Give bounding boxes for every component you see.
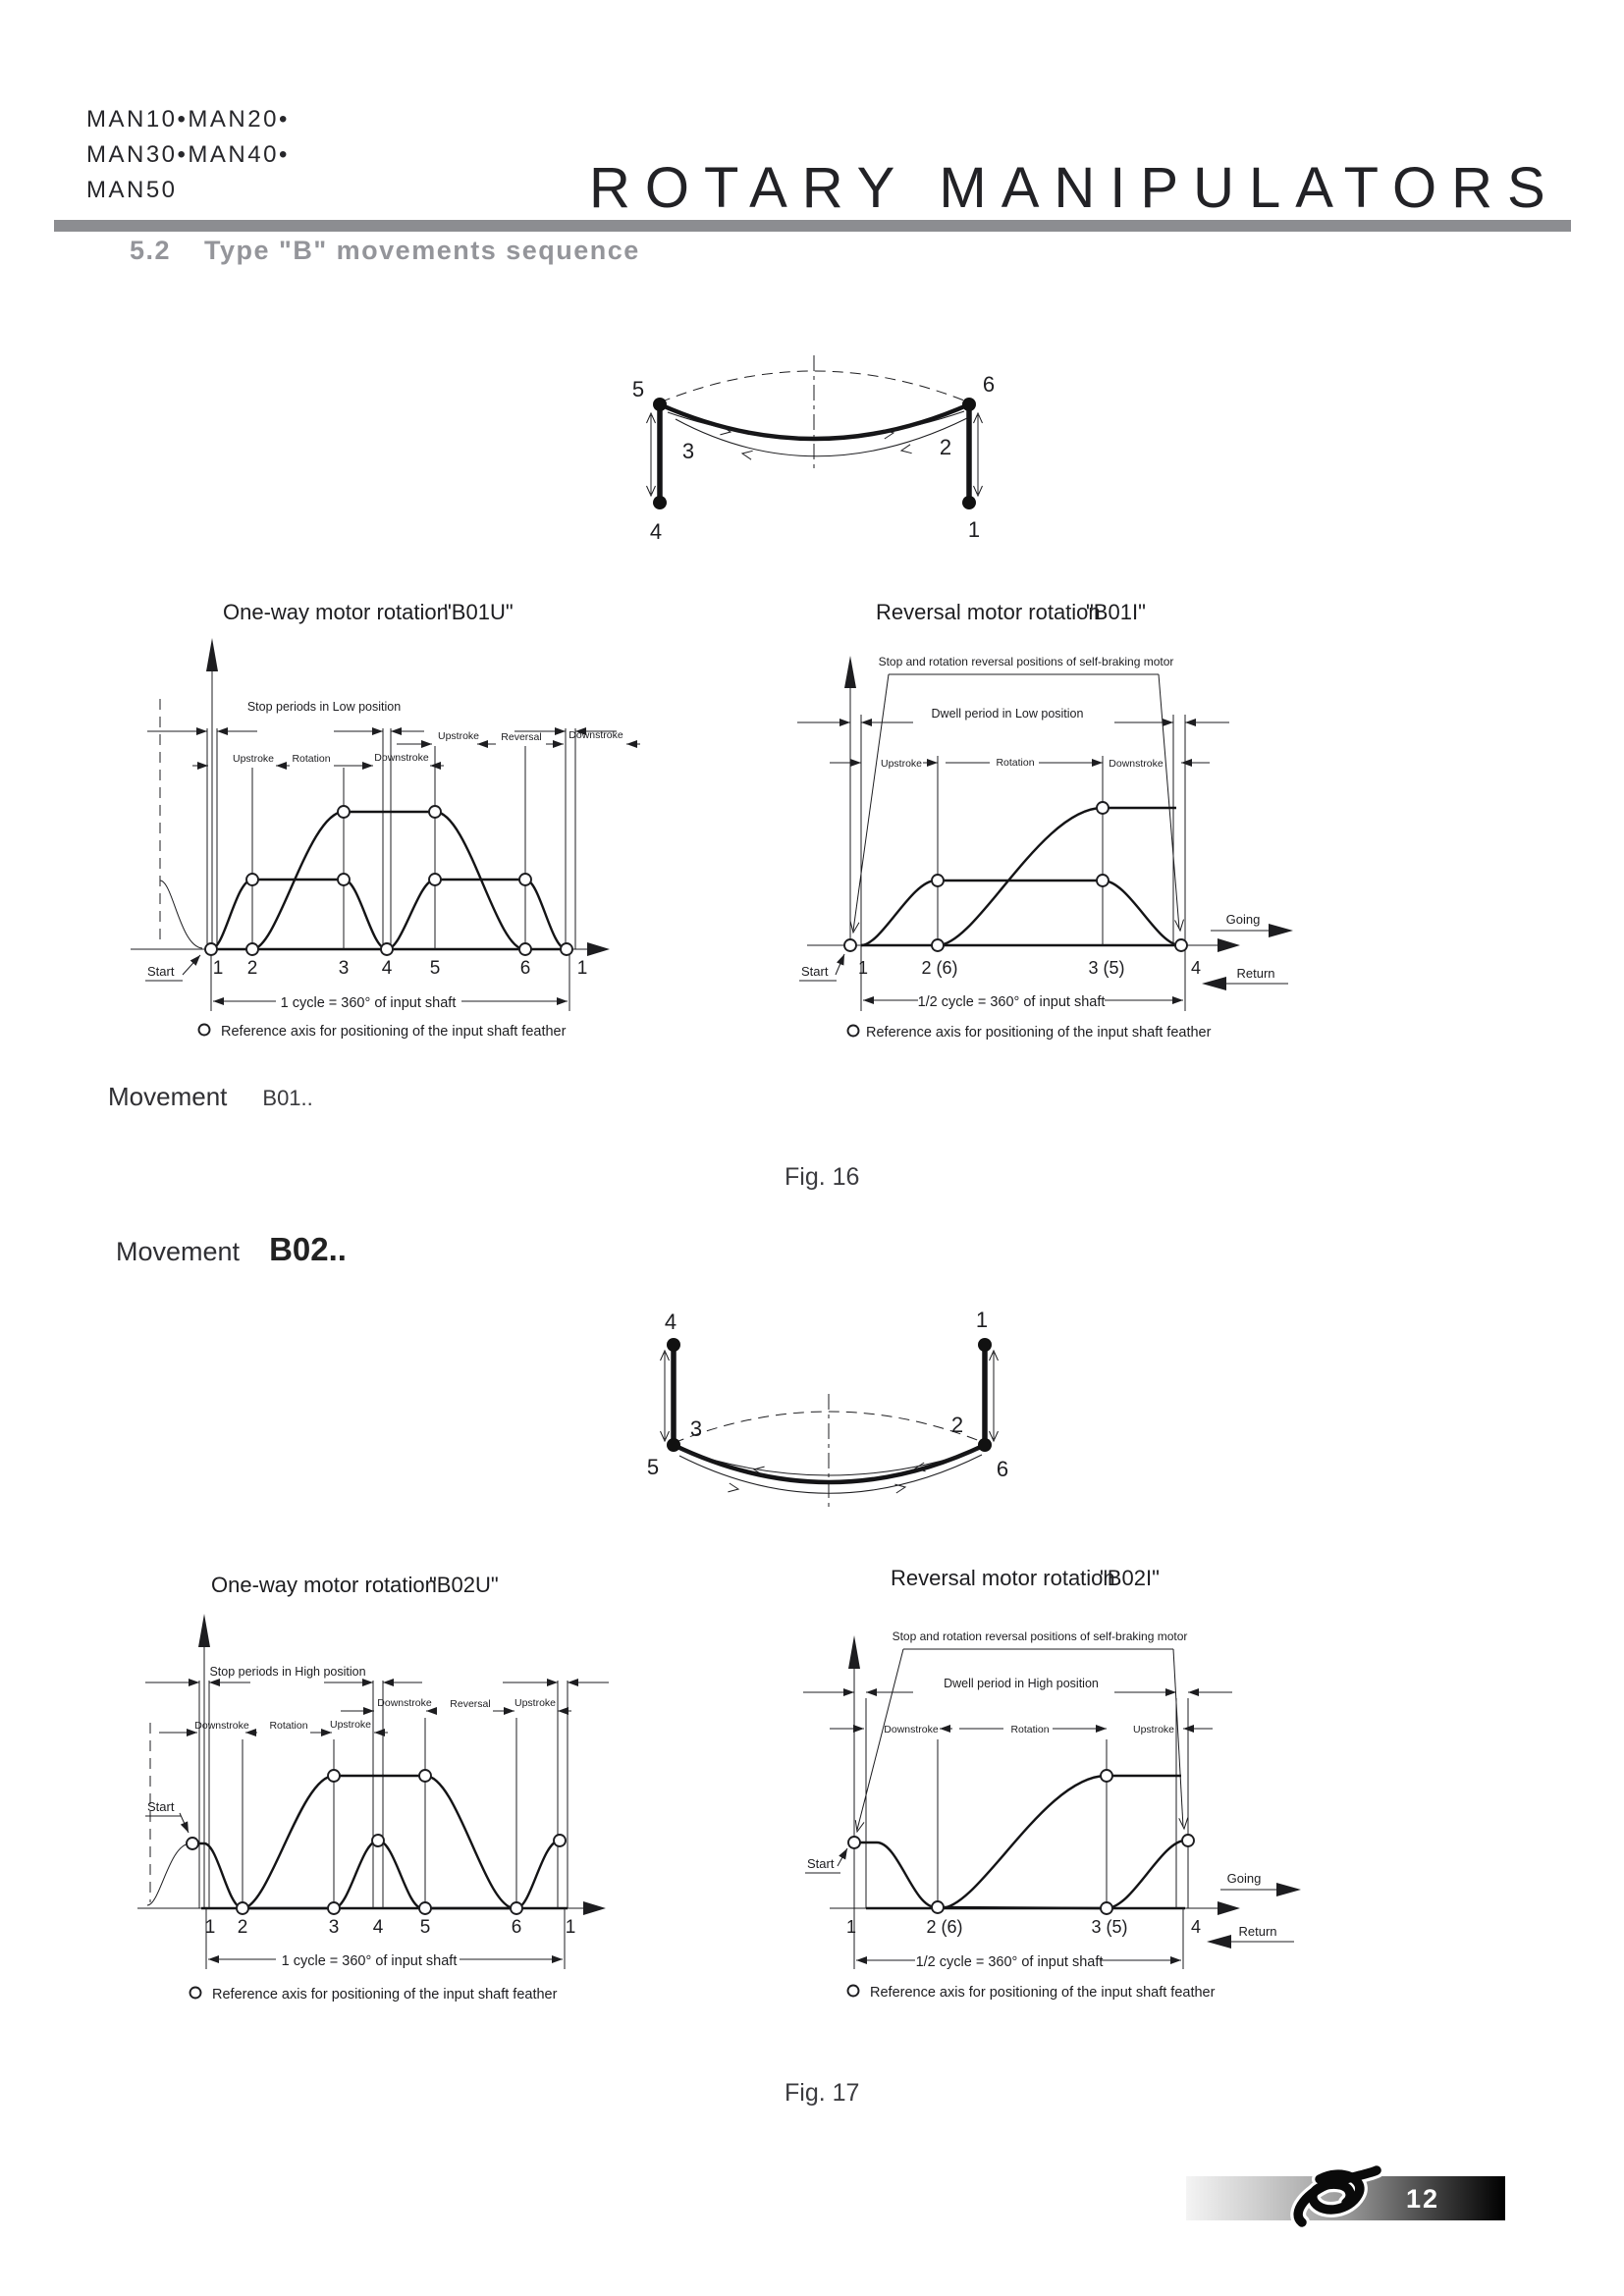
b01u-phase-reversal: Reversal [501,731,542,743]
b02i-phase-downstroke: Downstroke [884,1724,939,1735]
b01i-tick-3: 3 (5) [1088,958,1125,978]
b02u-start-label: Start [147,1799,175,1814]
b02u-phase-downstroke1: Downstroke [194,1720,249,1732]
b02i-start-label: Start [807,1856,835,1871]
b02i-tick-3: 3 (5) [1091,1917,1128,1937]
b01u-tick-4: 4 [381,958,393,979]
b01i-title-code: "B01I" [1086,600,1146,624]
b01i-cycle-label: 1/2 cycle = 360° of input shaft [917,994,1106,1010]
b01i-callout-label: Stop and rotation reversal positions of self-braking motor [878,655,1174,668]
arc17-label-4: 4 [664,1309,677,1334]
b02u-title: One-way motor rotation [211,1573,437,1597]
section-heading [130,236,640,266]
b01u-curves [160,812,567,949]
b02u-tick-7: 1 [565,1917,576,1938]
b01i-phase-upstroke: Upstroke [880,758,923,770]
b02i-curves [854,1776,1185,1908]
b02u-start-leader [145,1813,189,1833]
b02i-title-code: "B02I" [1100,1566,1160,1590]
movement-b02-row [116,1231,347,1268]
b01u-tick-5: 5 [429,958,441,979]
b01u-tick-3: 3 [338,958,350,979]
b02i-tick-4: 4 [1190,1917,1202,1937]
model-list [86,102,290,208]
arc16-label-4: 4 [649,519,663,544]
movement-label: Movement [108,1082,228,1111]
arc16-label-2: 2 [939,435,952,459]
b02u-title-code: "B02U" [429,1573,499,1597]
b02u-tick-5: 5 [419,1917,431,1938]
b01u-title: One-way motor rotation [223,600,449,624]
b02i-going-label: Going [1226,1871,1262,1886]
b02u-phase-upstroke2: Upstroke [514,1697,557,1709]
b01i-dwell-label: Dwell period in Low position [931,707,1084,721]
chart-b01i [785,589,1311,1050]
section-number: 5.2 [130,236,172,265]
b02u-reference-legend: Reference axis for positioning of the input shaft feather [212,1987,558,2002]
fig16-arc-geometry [647,355,983,509]
model-line-1: MAN10•MAN20• [86,106,290,133]
b01u-tick-7: 1 [576,958,588,979]
b02i-title: Reversal motor rotation [891,1566,1115,1590]
b01i-start-label: Start [801,964,829,979]
b02u-axes [137,1614,606,1915]
arc17-label-2: 2 [950,1413,964,1437]
b01i-tick-1: 1 [857,958,869,978]
b01u-phase-downstroke1: Downstroke [374,752,429,764]
arc16-label-6: 6 [982,372,996,397]
brand-logo-icon [1286,2160,1394,2233]
fig17-arc-diagram [609,1306,1041,1531]
b02i-cycle-label: 1/2 cycle = 360° of input shaft [915,1954,1104,1970]
b02u-tick-3: 3 [328,1917,340,1938]
arc17-label-1: 1 [975,1308,989,1332]
b01u-axes [131,638,610,956]
b02i-dwell-label: Dwell period in High position [944,1677,1099,1690]
b01i-tick-4: 4 [1190,958,1202,978]
movement-code-b02: B02.. [269,1231,347,1267]
b02u-phase-rotation: Rotation [269,1720,308,1732]
b01u-phase-downstroke2: Downstroke [568,729,623,741]
b01i-return-label: Return [1236,966,1275,981]
b02i-phase-rotation: Rotation [1010,1724,1050,1735]
fig17-caption: Fig. 17 [785,2079,860,2107]
arc17-label-3: 3 [689,1416,703,1441]
b01u-cycle-label: 1 cycle = 360° of input shaft [280,995,457,1011]
b02i-return-label: Return [1238,1924,1277,1939]
fig16-arc-diagram [609,344,1031,569]
chart-b02i [785,1561,1316,2022]
arc16-label-3: 3 [681,439,695,463]
b02i-tick-2: 2 (6) [926,1917,963,1937]
b02u-stop-note: Stop periods in High position [209,1665,366,1679]
arc16-label-1: 1 [967,517,981,542]
b02u-tick-2: 2 [237,1917,248,1938]
b02u-tick-1: 1 [204,1917,216,1938]
b01u-title-code: "B01U" [444,600,514,624]
b01i-phase-downstroke: Downstroke [1109,758,1164,770]
section-title: Type "B" movements sequence [204,236,640,265]
b01u-tick-2: 2 [246,958,258,979]
b01u-tick-6: 6 [519,958,531,979]
chart-b02u [118,1561,668,2022]
arc16-label-5: 5 [631,377,645,401]
b01i-phase-rotation: Rotation [996,757,1035,769]
b01i-title: Reversal motor rotation [876,600,1101,624]
b02i-phase-upstroke: Upstroke [1132,1724,1175,1735]
model-line-3: MAN50 [86,177,178,203]
b02u-tick-6: 6 [511,1917,522,1938]
b02u-phase-downstroke2: Downstroke [377,1697,432,1709]
chart-b01u [118,589,668,1050]
b02i-tick-1: 1 [845,1917,857,1937]
arc17-label-6: 6 [996,1457,1009,1481]
b01u-start-label: Start [147,964,175,979]
movement-b01-row [108,1082,313,1112]
b01u-phase-upstroke2: Upstroke [438,730,480,742]
header-rule [54,220,1571,232]
movement-code-b01: B01.. [262,1086,313,1110]
b01i-reference-legend: Reference axis for positioning of the input shaft feather [866,1025,1212,1041]
b02i-callout-label: Stop and rotation reversal positions of self-braking motor [892,1629,1188,1643]
page-number: 12 [1406,2184,1440,2214]
b02u-phase-reversal: Reversal [450,1698,491,1710]
b02u-cycle-label: 1 cycle = 360° of input shaft [281,1953,458,1969]
arc17-label-5: 5 [646,1455,660,1479]
b01i-curves [861,808,1180,945]
b01u-stop-note: Stop periods in Low position [246,700,402,714]
b01u-phase-rotation: Rotation [292,753,331,765]
b02u-phase-upstroke1: Upstroke [329,1719,372,1731]
b01i-going-label: Going [1225,912,1261,927]
b02i-reference-legend: Reference axis for positioning of the input shaft feather [870,1985,1216,2001]
b01u-reference-legend: Reference axis for positioning of the input shaft feather [221,1024,567,1040]
b01i-axes [807,656,1240,952]
document-title: ROTARY MANIPULATORS [589,156,1560,220]
fig16-caption: Fig. 16 [785,1163,860,1191]
b01i-tick-2: 2 (6) [921,958,958,978]
fig17-arc-geometry [661,1338,999,1512]
b01u-phase-upstroke1: Upstroke [232,753,275,765]
model-line-2: MAN30•MAN40• [86,141,290,168]
b02u-tick-4: 4 [372,1917,384,1938]
b01u-tick-1: 1 [212,958,224,979]
movement-label-2: Movement [116,1237,241,1266]
